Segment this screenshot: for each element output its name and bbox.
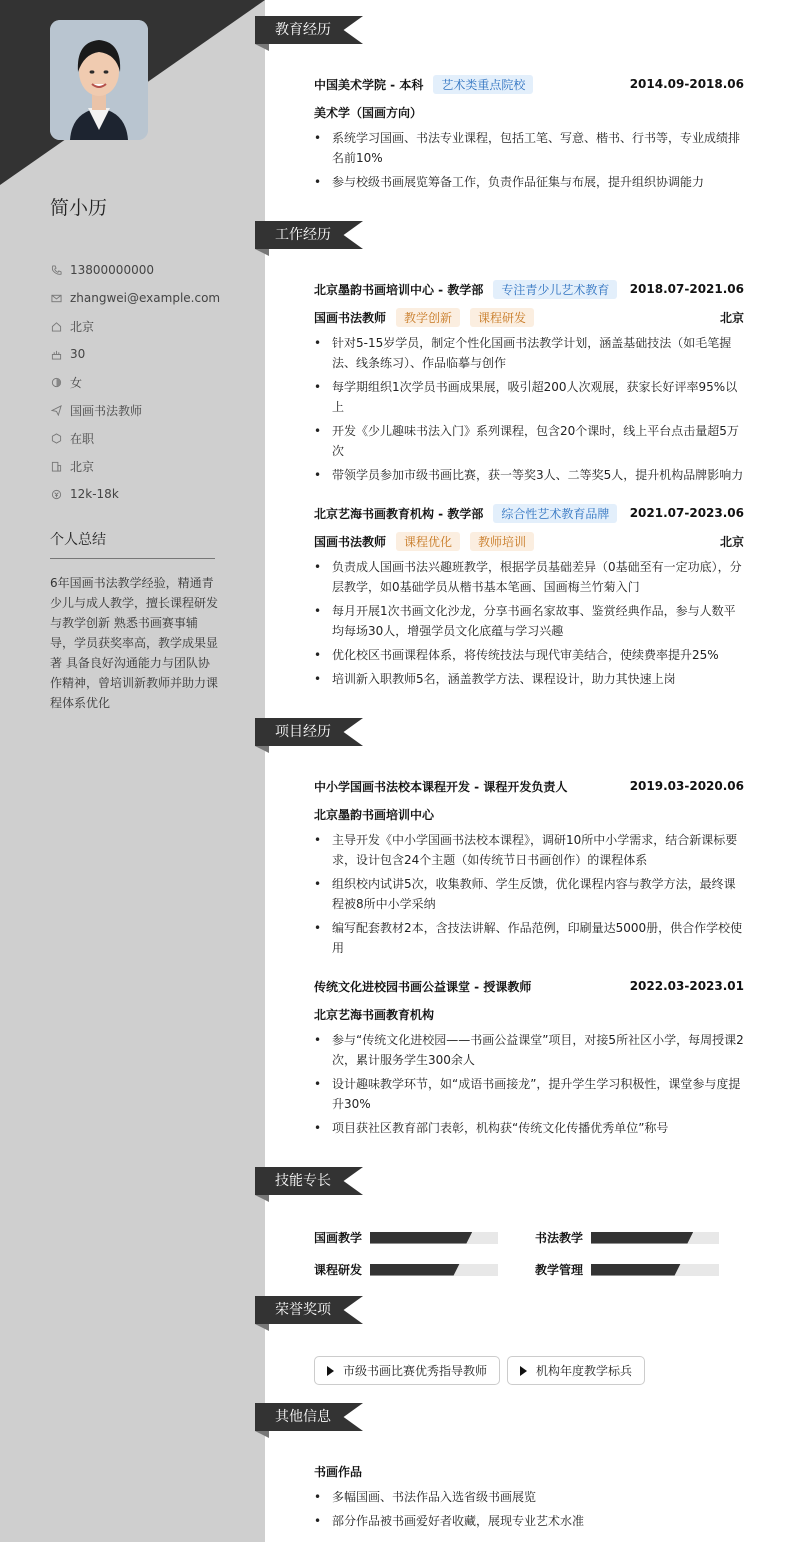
role-tag: 教师培训 [470,532,534,551]
skill-item [314,1229,498,1246]
project-date: 2022.03-2023.01 [629,979,744,993]
list-item: • 参与校级书画展览筹备工作，负责作品征集与布展，提升组织协调能力 [314,172,744,192]
contact-phone: 13800000000 [50,256,220,284]
honor-badge: 机构年度教学标兵 [507,1356,645,1385]
role-tag: 课程研发 [470,308,534,327]
contact-position: 国画书法教师 [50,396,220,424]
project-entry [314,976,744,1142]
work-bullets [314,333,744,485]
summary-text: 6年国画书法教学经验，精通青少儿与成人教学，擅长课程研发与教学创新 熟悉书画赛事辅导，学员获奖率高，教学成果显著 具备良好沟通能力与团队协作精神，曾培训新教师并助力课程体系优化 [50,576,219,710]
list-item: • 每月开展1次书画文化沙龙，分享书画名家故事、鉴赏经典作品，参与人数平均每场30人，增强学员文化底蕴与学习兴趣 [314,601,744,641]
skill-bar [370,1232,498,1244]
project-title: 传统文化进校园书画公益课堂 - 授课教师 [314,979,532,994]
project-date: 2019.03-2020.06 [629,779,744,793]
work-date: 2018.07-2021.06 [629,282,744,296]
contact-city: 北京 [50,452,220,480]
project-entry [314,776,744,962]
list-item: • 组织校内试讲5次，收集教师、学生反馈，优化课程内容与教学方法，最终课程被8所中小学采纳 [314,874,744,914]
list-item: • 主导开发《中小学国画书法校本课程》，调研10所中小学需求，结合新课标要求，设计包含24个主题（如传统节日书画创作）的课程体系 [314,830,744,870]
company-name: 北京艺海书画教育机构 - 教学部 [314,506,484,521]
phone-icon [50,264,62,276]
skill-bar-fill [370,1232,472,1244]
mail-icon [50,292,62,304]
skill-bar [591,1232,719,1244]
skill-name: 教学管理 [535,1263,584,1277]
company-tag: 专注青少儿艺术教育 [493,280,617,299]
cake-icon [50,348,62,360]
sidebar [0,0,265,1542]
send-icon [50,404,62,416]
project-title: 中小学国画书法校本课程开发 - 课程开发负责人 [314,779,568,794]
status-icon [50,432,62,444]
project-bullets [314,1030,744,1138]
list-item: • 培训新入职教师5名，涵盖教学方法、课程设计，助力其快速上岗 [314,669,744,689]
other-entry [314,1461,744,1535]
skill-name: 国画教学 [314,1231,363,1245]
contact-salary: 12k-18k [50,480,220,508]
role-tag: 课程优化 [396,532,460,551]
skill-bar-fill [370,1264,460,1276]
skill-item [535,1229,719,1246]
money-icon [50,488,62,500]
play-icon [520,1366,527,1376]
work-entry [314,279,744,489]
work-date: 2021.07-2023.06 [629,506,744,520]
education-bullets [314,128,744,192]
other-title: 书画作品 [314,1464,363,1479]
role-tag: 教学创新 [396,308,460,327]
list-item: • 参与“传统文化进校园——书画公益课堂”项目，对接5所社区小学，每周授课2次，累计服务学生300余人 [314,1030,744,1070]
contact-status: 在职 [50,424,220,452]
skill-bar [370,1264,498,1276]
list-item: • 负责成人国画书法兴趣班教学，根据学员基础差异（0基础至有一定功底），分层教学，如0基础学员从楷书基本笔画、国画梅兰竹菊入门 [314,557,744,597]
contact-list [50,256,220,508]
other-bullets [314,1487,744,1531]
list-item: • 系统学习国画、书法专业课程，包括工笔、写意、楷书、行书等，专业成绩排名前10% [314,128,744,168]
major: 美术学（国画方向） [314,105,423,120]
honor-badge: 市级书画比赛优秀指导教师 [314,1356,500,1385]
skill-name: 课程研发 [314,1263,363,1277]
work-entry [314,503,744,693]
skill-bar-fill [591,1264,681,1276]
skill-bar-fill [591,1232,693,1244]
contact-age: 30 [50,340,220,368]
project-org: 北京艺海书画教育机构 [314,1007,435,1022]
list-item: • 项目获社区教育部门表彰，机构获“传统文化传播优秀单位”称号 [314,1118,744,1138]
job-role: 国画书法教师 [314,310,387,325]
company-name: 北京墨韵书画培训中心 - 教学部 [314,282,484,297]
list-item: • 针对5-15岁学员，制定个性化国画书法教学计划，涵盖基础技法（如毛笔握法、线条练习）、作品临摹与创作 [314,333,744,373]
education-entry [314,74,744,196]
project-org: 北京墨韵书画培训中心 [314,807,435,822]
school-name: 中国美术学院 - 本科 [314,77,424,92]
list-item: • 部分作品被书画爱好者收藏，展现专业艺术水准 [314,1511,744,1531]
list-item: • 多幅国画、书法作品入选省级书画展览 [314,1487,744,1507]
skill-item [535,1261,719,1278]
skill-bar [591,1264,719,1276]
education-date: 2014.09-2018.06 [629,77,744,91]
gender-icon [50,376,62,388]
play-icon [327,1366,334,1376]
list-item: • 编写配套教材2本，含技法讲解、作品范例，印刷量达5000册，供合作学校使用 [314,918,744,958]
company-tag: 综合性艺术教育品牌 [493,504,617,523]
avatar [50,20,148,140]
list-item: • 优化校区书画课程体系，将传统技法与现代审美结合，使续费率提升25% [314,645,744,665]
list-item: • 每学期组织1次学员书画成果展，吸引超200人次观展，获家长好评率95%以上 [314,377,744,417]
work-bullets [314,557,744,689]
skill-item [314,1261,498,1278]
job-city: 北京 [719,310,744,325]
project-bullets [314,830,744,958]
building-icon [50,460,62,472]
summary-title: 个人总结 [50,529,215,559]
contact-email: zhangwei@example.com [50,284,220,312]
list-item: • 设计趣味教学环节，如“成语书画接龙”，提升学生学习积极性，课堂参与度提升30% [314,1074,744,1114]
home-icon [50,320,62,332]
skill-name: 书法教学 [535,1231,584,1245]
job-role: 国画书法教师 [314,534,387,549]
list-item: • 开发《少儿趣味书法入门》系列课程，包含20个课时，线上平台点击量超5万次 [314,421,744,461]
profile-name: 简小历 [50,197,108,219]
list-item: • 带领学员参加市级书画比赛，获一等奖3人、二等奖5人，提升机构品牌影响力 [314,465,744,485]
job-city: 北京 [719,534,744,549]
school-tag: 艺术类重点院校 [433,75,533,94]
contact-gender: 女 [50,368,220,396]
contact-hometown: 北京 [50,312,220,340]
